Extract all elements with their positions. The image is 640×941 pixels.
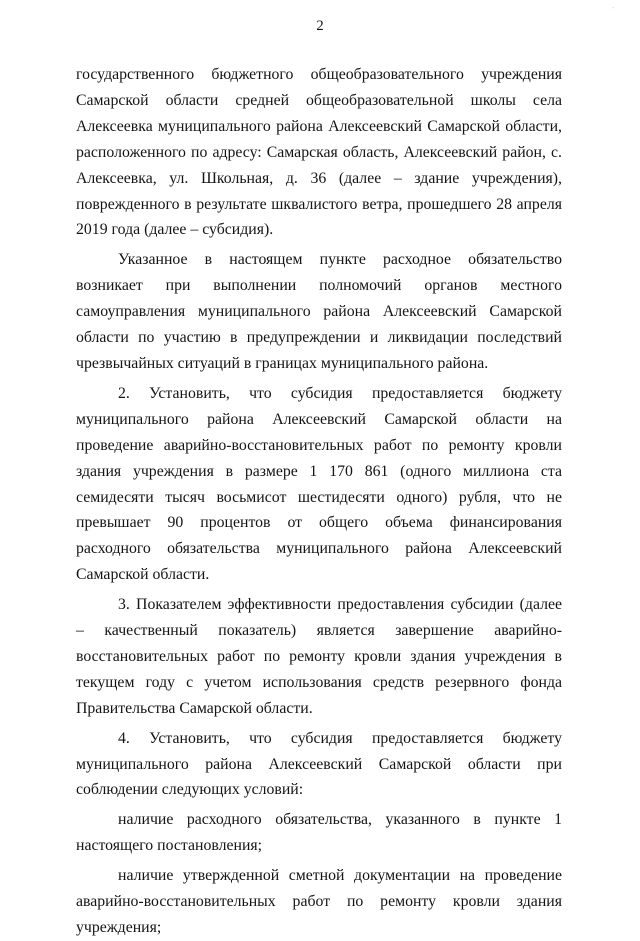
paragraph-continuation: государственного бюджетного общеобразовательного учреждения Самарской области средней общеобразовательной школы села Алексеевка муниципального района Алексеевский Самарской области, расположенного по адресу: Самарская область, Алексеевский район, с. Алексеевка, ул. Школьная, д. 36 (далее – здание учреждения), поврежденного в результате шквалистого ветра, прошедшего 28 апреля 2019 года (далее – субсидия).: [76, 66, 562, 239]
page-number: 2: [316, 18, 324, 34]
paragraph-obligation-note: Указанное в настоящем пункте расходное обязательство возникает при выполнении полномочий органов местного самоуправления муниципального района Алексеевский Самарской области по участию в предупреждении и ликвидации последствий чрезвычайных ситуаций в границах муниципального района.: [76, 251, 562, 372]
document-body: [76, 62, 562, 941]
paragraph-item-3: 3. Показателем эффективности предоставления субсидии (далее – качественный показатель) является завершение аварийно-восстановительных работ по ремонту кровли здания учреждения в текущем году с учетом использования средств резервного фонда Правительства Самарской области.: [76, 596, 562, 717]
paragraph-condition-2: наличие утвержденной сметной документации на проведение аварийно-восстановительных работ по ремонту кровли здания учреждения;: [76, 867, 562, 936]
paragraph-item-4: 4. Установить, что субсидия предоставляется бюджету муниципального района Алексеевский Самарской области при соблюдении следующих условий:: [76, 729, 562, 799]
paragraph-condition-1: наличие расходного обязательства, указанного в пункте 1 настоящего постановления;: [76, 811, 562, 855]
scan-mark-icon: `: [612, 6, 615, 15]
paragraph-item-2: 2. Установить, что субсидия предоставляется бюджету муниципального района Алексеевский Самарской области на проведение аварийно-восстановительных работ по ремонту кровли здания учреждения в размере 1 170 861 (одного миллиона ста семидесяти тысяч восьмисот шестидесяти одного) рубля, что не превышает 90 процентов от общего объема финансирования расходного обязательства муниципального района Алексеевский Самарской области.: [76, 384, 562, 584]
